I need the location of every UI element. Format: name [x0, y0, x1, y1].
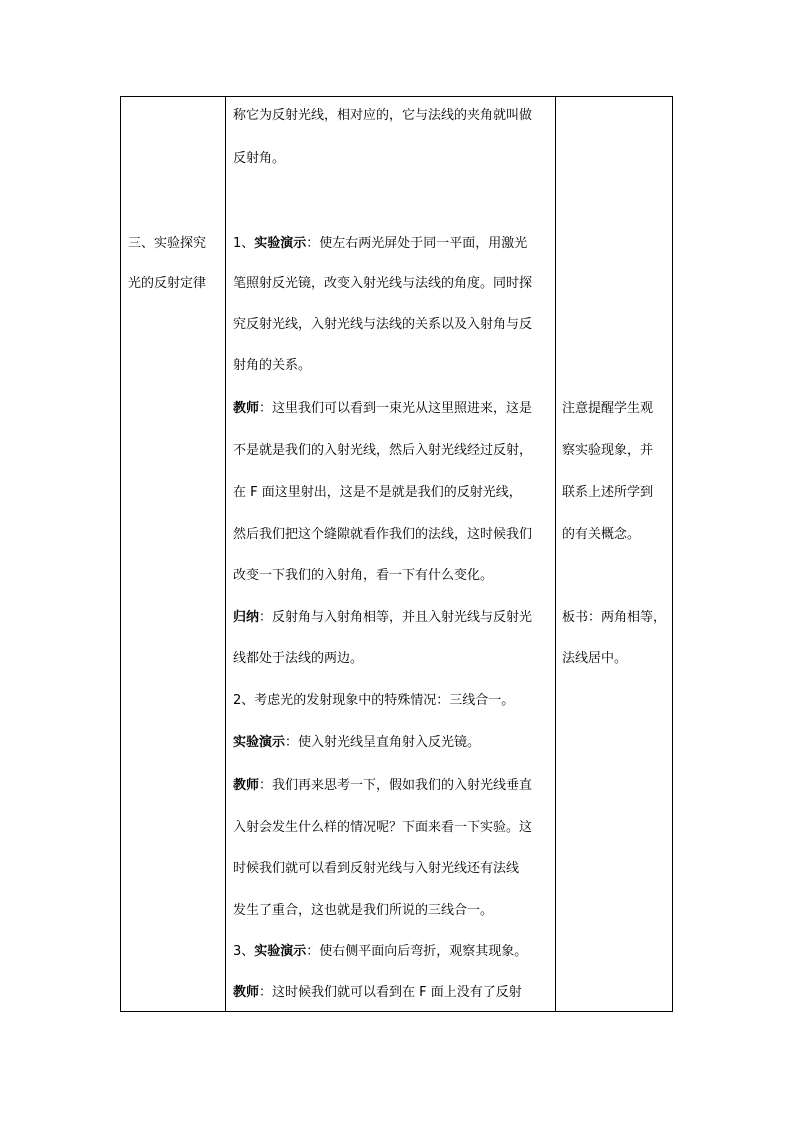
demo-label: 实验演示 [254, 944, 307, 959]
note-line: 联系上述所学到 [562, 485, 654, 500]
content-line: 反射角。 [233, 151, 286, 166]
demo3-text: ：使右侧平面向后弯折，观察其现象。 [306, 944, 528, 959]
note-line: 的有关概念。 [562, 527, 641, 542]
board-note-line: 板书：两角相等， [562, 610, 667, 625]
teacher2-text: ：我们再来思考一下，假如我们的入射光线垂直 [259, 778, 533, 793]
note-line: 注意提醒学生观 [562, 401, 654, 416]
lesson-plan-table [120, 96, 673, 1012]
demo3-line [233, 942, 527, 962]
content-line: 线都处于法线的两边。 [233, 651, 364, 666]
teacher-label: 教师 [233, 401, 260, 416]
content-line: 在 F 面这里射出，这是不是就是我们的反射光线， [233, 485, 522, 500]
content-line: 入射会发生什么样的情况呢？下面来看一下实验。这 [233, 820, 533, 835]
demo1-line [233, 234, 527, 254]
content-line: 发生了重合，这也就是我们所说的三线合一。 [233, 903, 494, 918]
content-line: 究反射光线，入射光线与法线的关系以及入射角与反 [233, 317, 533, 332]
summary-label: 归纳 [233, 610, 260, 625]
section-heading-line: 三、实验探究 [128, 236, 207, 251]
content-line: 然后我们把这个缝隙就看作我们的法线，这时候我们 [233, 527, 533, 542]
demo2-line [233, 733, 480, 753]
demo-label: 实验演示 [254, 236, 307, 251]
content-line: 称它为反射光线，相对应的，它与法线的夹角就叫做 [233, 108, 533, 123]
demo1-prefix: 1、 [233, 236, 255, 251]
section-heading-line: 光的反射定律 [128, 276, 207, 291]
content-line: 不是就是我们的入射光线，然后入射光线经过反射， [233, 443, 533, 458]
column-divider [225, 97, 226, 1011]
teacher2-line [233, 776, 532, 796]
demo3-prefix: 3、 [233, 944, 255, 959]
board-note-line: 法线居中。 [562, 651, 628, 666]
content-line: 射角的关系。 [233, 358, 312, 373]
demo2-text: ：使入射光线呈直角射入反光镜。 [285, 735, 481, 750]
teacher3-text: ：这时候我们就可以看到在 F 面上没有了反射 [259, 985, 522, 1000]
teacher-label: 教师 [233, 985, 260, 1000]
note-line: 察实验现象，并 [562, 443, 654, 458]
content-line: 时候我们就可以看到反射光线与入射光线还有法线 [233, 861, 520, 876]
summary-text: ：反射角与入射角相等，并且入射光线与反射光 [259, 610, 533, 625]
content-line: 2、考虑光的发射现象中的特殊情况：三线合一。 [233, 693, 515, 708]
column-divider [555, 97, 556, 1011]
teacher-label: 教师 [233, 778, 260, 793]
content-line: 改变一下我们的入射角，看一下有什么变化。 [233, 568, 494, 583]
demo1-text: ：使左右两光屏处于同一平面，用激光 [306, 236, 528, 251]
teacher3-line [233, 983, 522, 1003]
content-line: 笔照射反光镜，改变入射光线与法线的角度。同时探 [233, 276, 533, 291]
teacher1-line [233, 399, 532, 419]
demo-label: 实验演示 [233, 735, 286, 750]
teacher1-text: ：这里我们可以看到一束光从这里照进来，这是 [259, 401, 533, 416]
summary-line [233, 608, 532, 628]
